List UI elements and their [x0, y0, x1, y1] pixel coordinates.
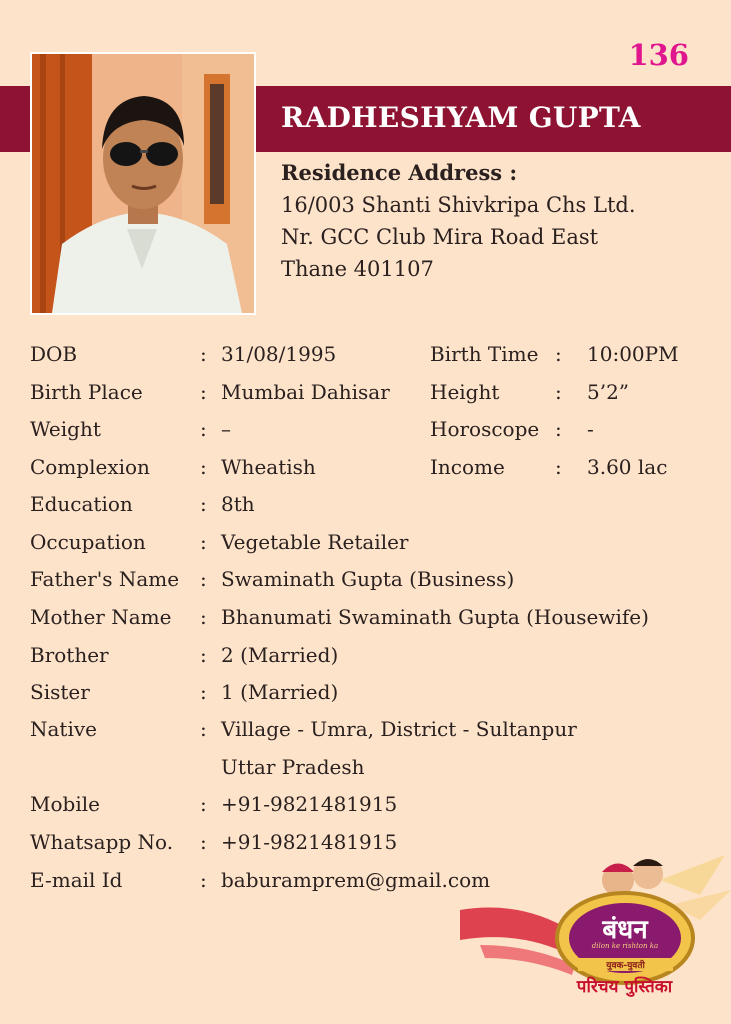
mobile-value: +91-9821481915 — [221, 792, 398, 816]
colon: : — [200, 342, 207, 366]
horoscope-label: Horoscope — [430, 417, 540, 441]
profile-photo — [30, 52, 256, 315]
native-label: Native — [30, 717, 97, 741]
height-label: Height — [430, 380, 500, 404]
colon: : — [555, 417, 562, 441]
logo-main-text: बंधन — [602, 915, 648, 945]
page-number: 136 — [628, 38, 689, 72]
colon: : — [200, 792, 207, 816]
logo-subtitle: युवक-युवती — [578, 958, 673, 971]
dob-label: DOB — [30, 342, 78, 366]
father-name-value: Swaminath Gupta (Business) — [221, 567, 515, 591]
height-value: 5’2” — [587, 380, 630, 404]
colon: : — [555, 455, 562, 479]
horoscope-value: - — [587, 417, 594, 441]
address-line-1: 16/003 Shanti Shivkripa Chs Ltd. — [281, 193, 636, 217]
colon: : — [555, 342, 562, 366]
colon: : — [200, 717, 207, 741]
whatsapp-label: Whatsapp No. — [30, 830, 174, 854]
native-value-line-2: Uttar Pradesh — [221, 755, 365, 779]
candidate-name: RADHESHYAM GUPTA — [281, 101, 641, 134]
colon: : — [200, 643, 207, 667]
occupation-label: Occupation — [30, 530, 146, 554]
mobile-label: Mobile — [30, 792, 100, 816]
colon: : — [200, 417, 207, 441]
colon: : — [200, 680, 207, 704]
colon: : — [200, 868, 207, 892]
weight-label: Weight — [30, 417, 101, 441]
birth-time-value: 10:00PM — [587, 342, 679, 366]
birth-time-label: Birth Time — [430, 342, 539, 366]
colon: : — [200, 380, 207, 404]
weight-value: – — [221, 417, 231, 441]
education-value: 8th — [221, 492, 255, 516]
dob-value: 31/08/1995 — [221, 342, 337, 366]
colon: : — [200, 567, 207, 591]
email-value: baburamprem@gmail.com — [221, 868, 491, 892]
address-line-2: Nr. GCC Club Mira Road East — [281, 225, 599, 249]
father-name-label: Father's Name — [30, 567, 180, 591]
sister-label: Sister — [30, 680, 90, 704]
colon: : — [200, 530, 207, 554]
complexion-value: Wheatish — [221, 455, 316, 479]
education-label: Education — [30, 492, 133, 516]
complexion-label: Complexion — [30, 455, 150, 479]
birth-place-label: Birth Place — [30, 380, 143, 404]
birth-place-value: Mumbai Dahisar — [221, 380, 390, 404]
income-label: Income — [430, 455, 505, 479]
whatsapp-value: +91-9821481915 — [221, 830, 398, 854]
logo-tagline: dilon ke rishton ka — [591, 942, 659, 950]
sister-value: 1 (Married) — [221, 680, 339, 704]
occupation-value: Vegetable Retailer — [221, 530, 409, 554]
brother-label: Brother — [30, 643, 109, 667]
brother-value: 2 (Married) — [221, 643, 339, 667]
address-label: Residence Address : — [281, 160, 518, 185]
colon: : — [200, 455, 207, 479]
colon: : — [200, 492, 207, 516]
income-value: 3.60 lac — [587, 455, 668, 479]
native-value: Village - Umra, District - Sultanpur — [221, 717, 577, 741]
logo-bottom-text: परिचय पुस्तिका — [576, 977, 673, 997]
colon: : — [200, 830, 207, 854]
colon: : — [555, 380, 562, 404]
mother-name-value: Bhanumati Swaminath Gupta (Housewife) — [221, 605, 649, 629]
address-line-3: Thane 401107 — [281, 257, 434, 281]
colon: : — [200, 605, 207, 629]
email-label: E-mail Id — [30, 868, 123, 892]
mother-name-label: Mother Name — [30, 605, 172, 629]
